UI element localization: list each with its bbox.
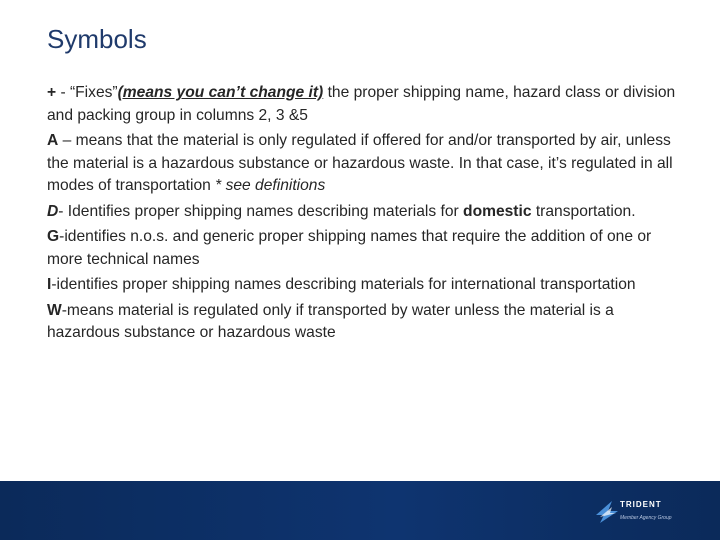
symbol-a-note: * see definitions <box>215 177 326 194</box>
symbols-content <box>47 82 677 348</box>
symbol-d-text-1: - Identifies proper shipping names describing materials for <box>58 202 464 220</box>
symbol-d-bold: domestic <box>463 202 532 220</box>
symbol-g-paragraph <box>47 226 677 271</box>
symbol-plus-text-1: - “Fixes” <box>56 84 118 101</box>
symbol-plus: + <box>47 84 57 101</box>
logo-text: TRIDENT <box>620 500 662 509</box>
symbol-d: D <box>47 202 59 220</box>
symbol-i-text: -identifies proper shipping names describing materials for international transportation <box>51 276 636 293</box>
symbol-w-paragraph <box>47 300 677 345</box>
symbol-plus-paragraph <box>47 82 677 127</box>
logo-tagline: Member Agency Group <box>620 515 672 521</box>
symbol-a: A <box>47 132 59 149</box>
symbol-w: W <box>47 301 62 319</box>
symbol-plus-text-2: the proper shipping name, hazard class or division and packing group in columns 2, 3 &5 <box>47 84 676 124</box>
symbol-i: I <box>47 276 52 293</box>
symbol-plus-emphasis: (means you can’t change it) <box>117 84 324 101</box>
symbol-a-paragraph <box>47 130 677 198</box>
symbol-g-text: -identifies n.o.s. and generic proper shipping names that require the addition of one or more technical names <box>47 228 652 268</box>
symbol-d-text-2: transportation. <box>531 202 636 220</box>
symbol-d-paragraph <box>47 201 677 224</box>
symbol-g: G <box>47 228 60 245</box>
symbol-a-text: – means that the material is only regulated if offered for and/or transported by air, unless the material is a hazardous substance or hazardous waste. In that case, it’s regulated in all modes of transportation <box>47 132 673 194</box>
slide-title: Symbols <box>47 24 147 54</box>
symbol-w-text: -means material is regulated only if transported by water unless the material is a hazardous substance or hazardous waste <box>47 301 614 341</box>
symbol-i-paragraph <box>47 274 677 297</box>
